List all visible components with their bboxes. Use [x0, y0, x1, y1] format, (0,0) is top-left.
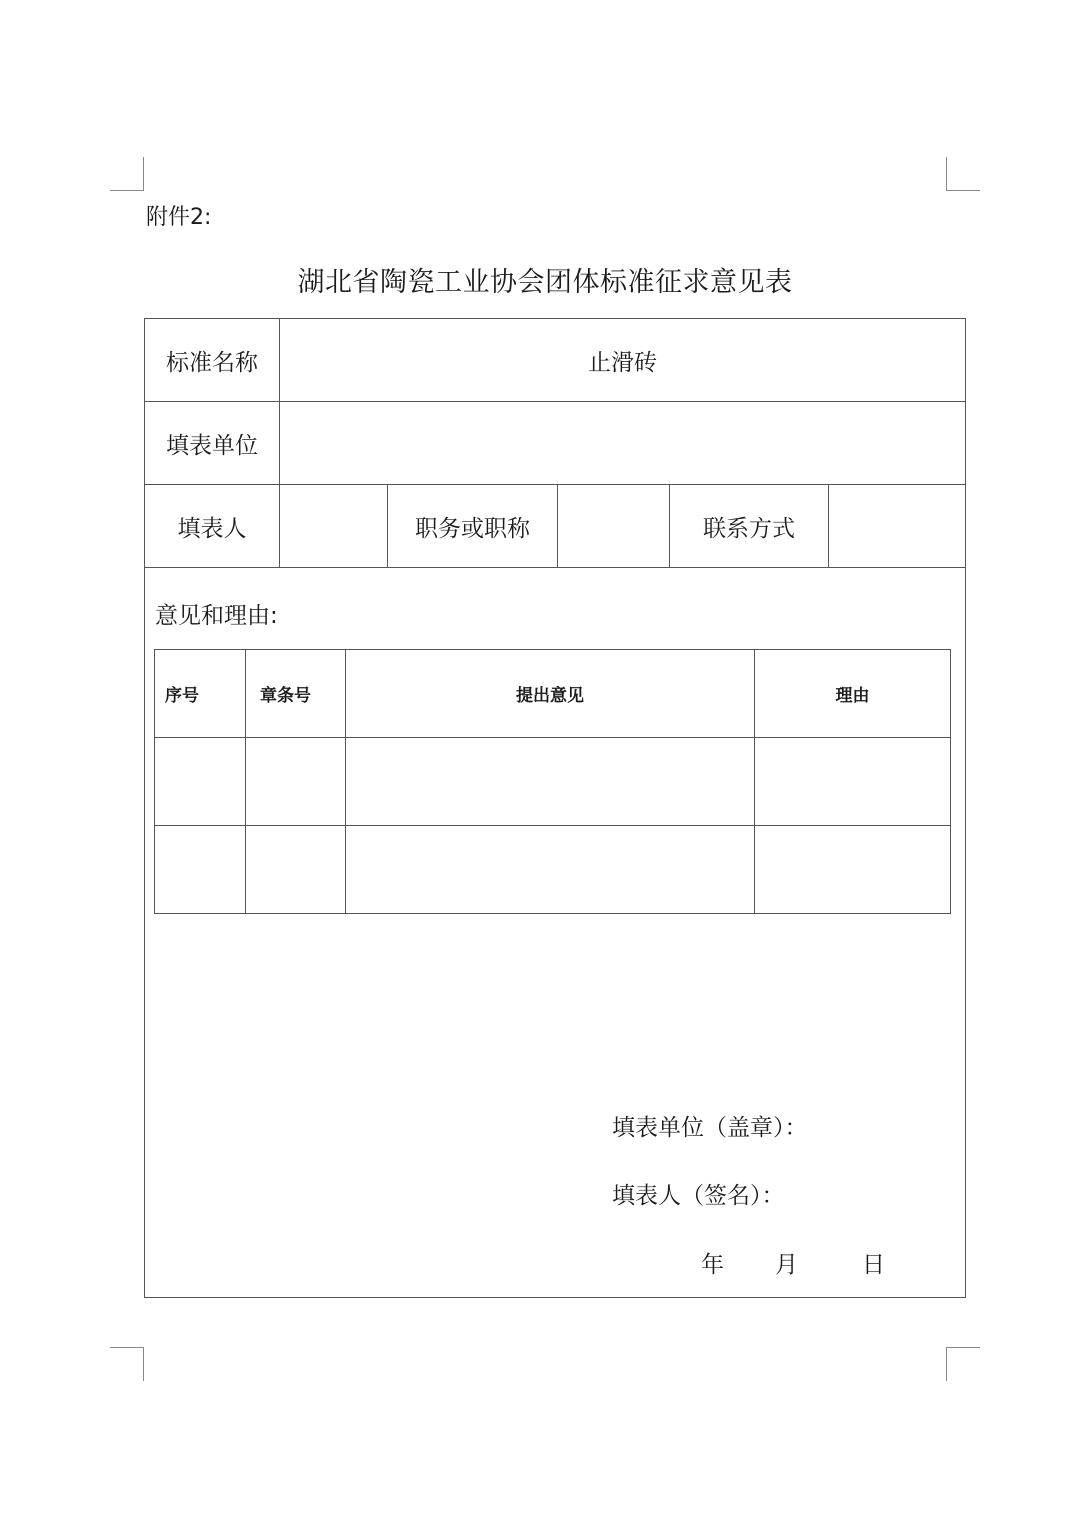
row1-opinion[interactable] — [346, 738, 755, 826]
crop-mark-bottom-right — [946, 1347, 980, 1381]
position-field[interactable] — [558, 485, 670, 567]
header-seq: 序号 — [155, 650, 246, 738]
header-reason: 理由 — [755, 650, 951, 738]
crop-mark-bottom-left — [110, 1347, 144, 1381]
row2-opinion[interactable] — [346, 826, 755, 914]
date-month: 月 — [775, 1252, 798, 1278]
table-header-row — [155, 650, 951, 738]
attachment-label: 附件2: — [146, 205, 212, 230]
opinion-table — [154, 649, 951, 914]
filler-label: 填表人 — [145, 485, 280, 567]
table-row — [155, 738, 951, 826]
standard-name-label: 标准名称 — [145, 319, 280, 401]
contact-label: 联系方式 — [670, 485, 829, 567]
standard-name-value[interactable]: 止滑砖 — [588, 349, 657, 376]
signature-filler: 填表人（签名）： — [612, 1183, 785, 1209]
unit-label: 填表单位 — [145, 402, 280, 484]
position-label: 职务或职称 — [388, 485, 558, 567]
row1-seq[interactable] — [155, 738, 246, 826]
row2-reason[interactable] — [755, 826, 951, 914]
date-day: 日 — [862, 1252, 885, 1278]
table-row — [155, 826, 951, 914]
unit-field[interactable] — [280, 402, 965, 484]
page-title: 湖北省陶瓷工业协会团体标准征求意见表 — [297, 267, 793, 298]
header-clause: 章条号 — [246, 650, 346, 738]
row-standard-name — [145, 319, 965, 402]
contact-field[interactable] — [829, 485, 965, 567]
row-filler — [145, 485, 965, 568]
row1-reason[interactable] — [755, 738, 951, 826]
row2-clause[interactable] — [246, 826, 346, 914]
crop-mark-top-left — [110, 157, 144, 191]
opinion-label: 意见和理由: — [155, 603, 278, 629]
row2-seq[interactable] — [155, 826, 246, 914]
date-year: 年 — [701, 1252, 724, 1278]
crop-mark-top-right — [946, 157, 980, 191]
filler-field[interactable] — [280, 485, 388, 567]
row1-clause[interactable] — [246, 738, 346, 826]
row-unit — [145, 402, 965, 485]
header-opinion: 提出意见 — [346, 650, 755, 738]
opinion-form — [144, 318, 966, 1298]
signature-unit-seal: 填表单位（盖章）： — [612, 1115, 808, 1141]
